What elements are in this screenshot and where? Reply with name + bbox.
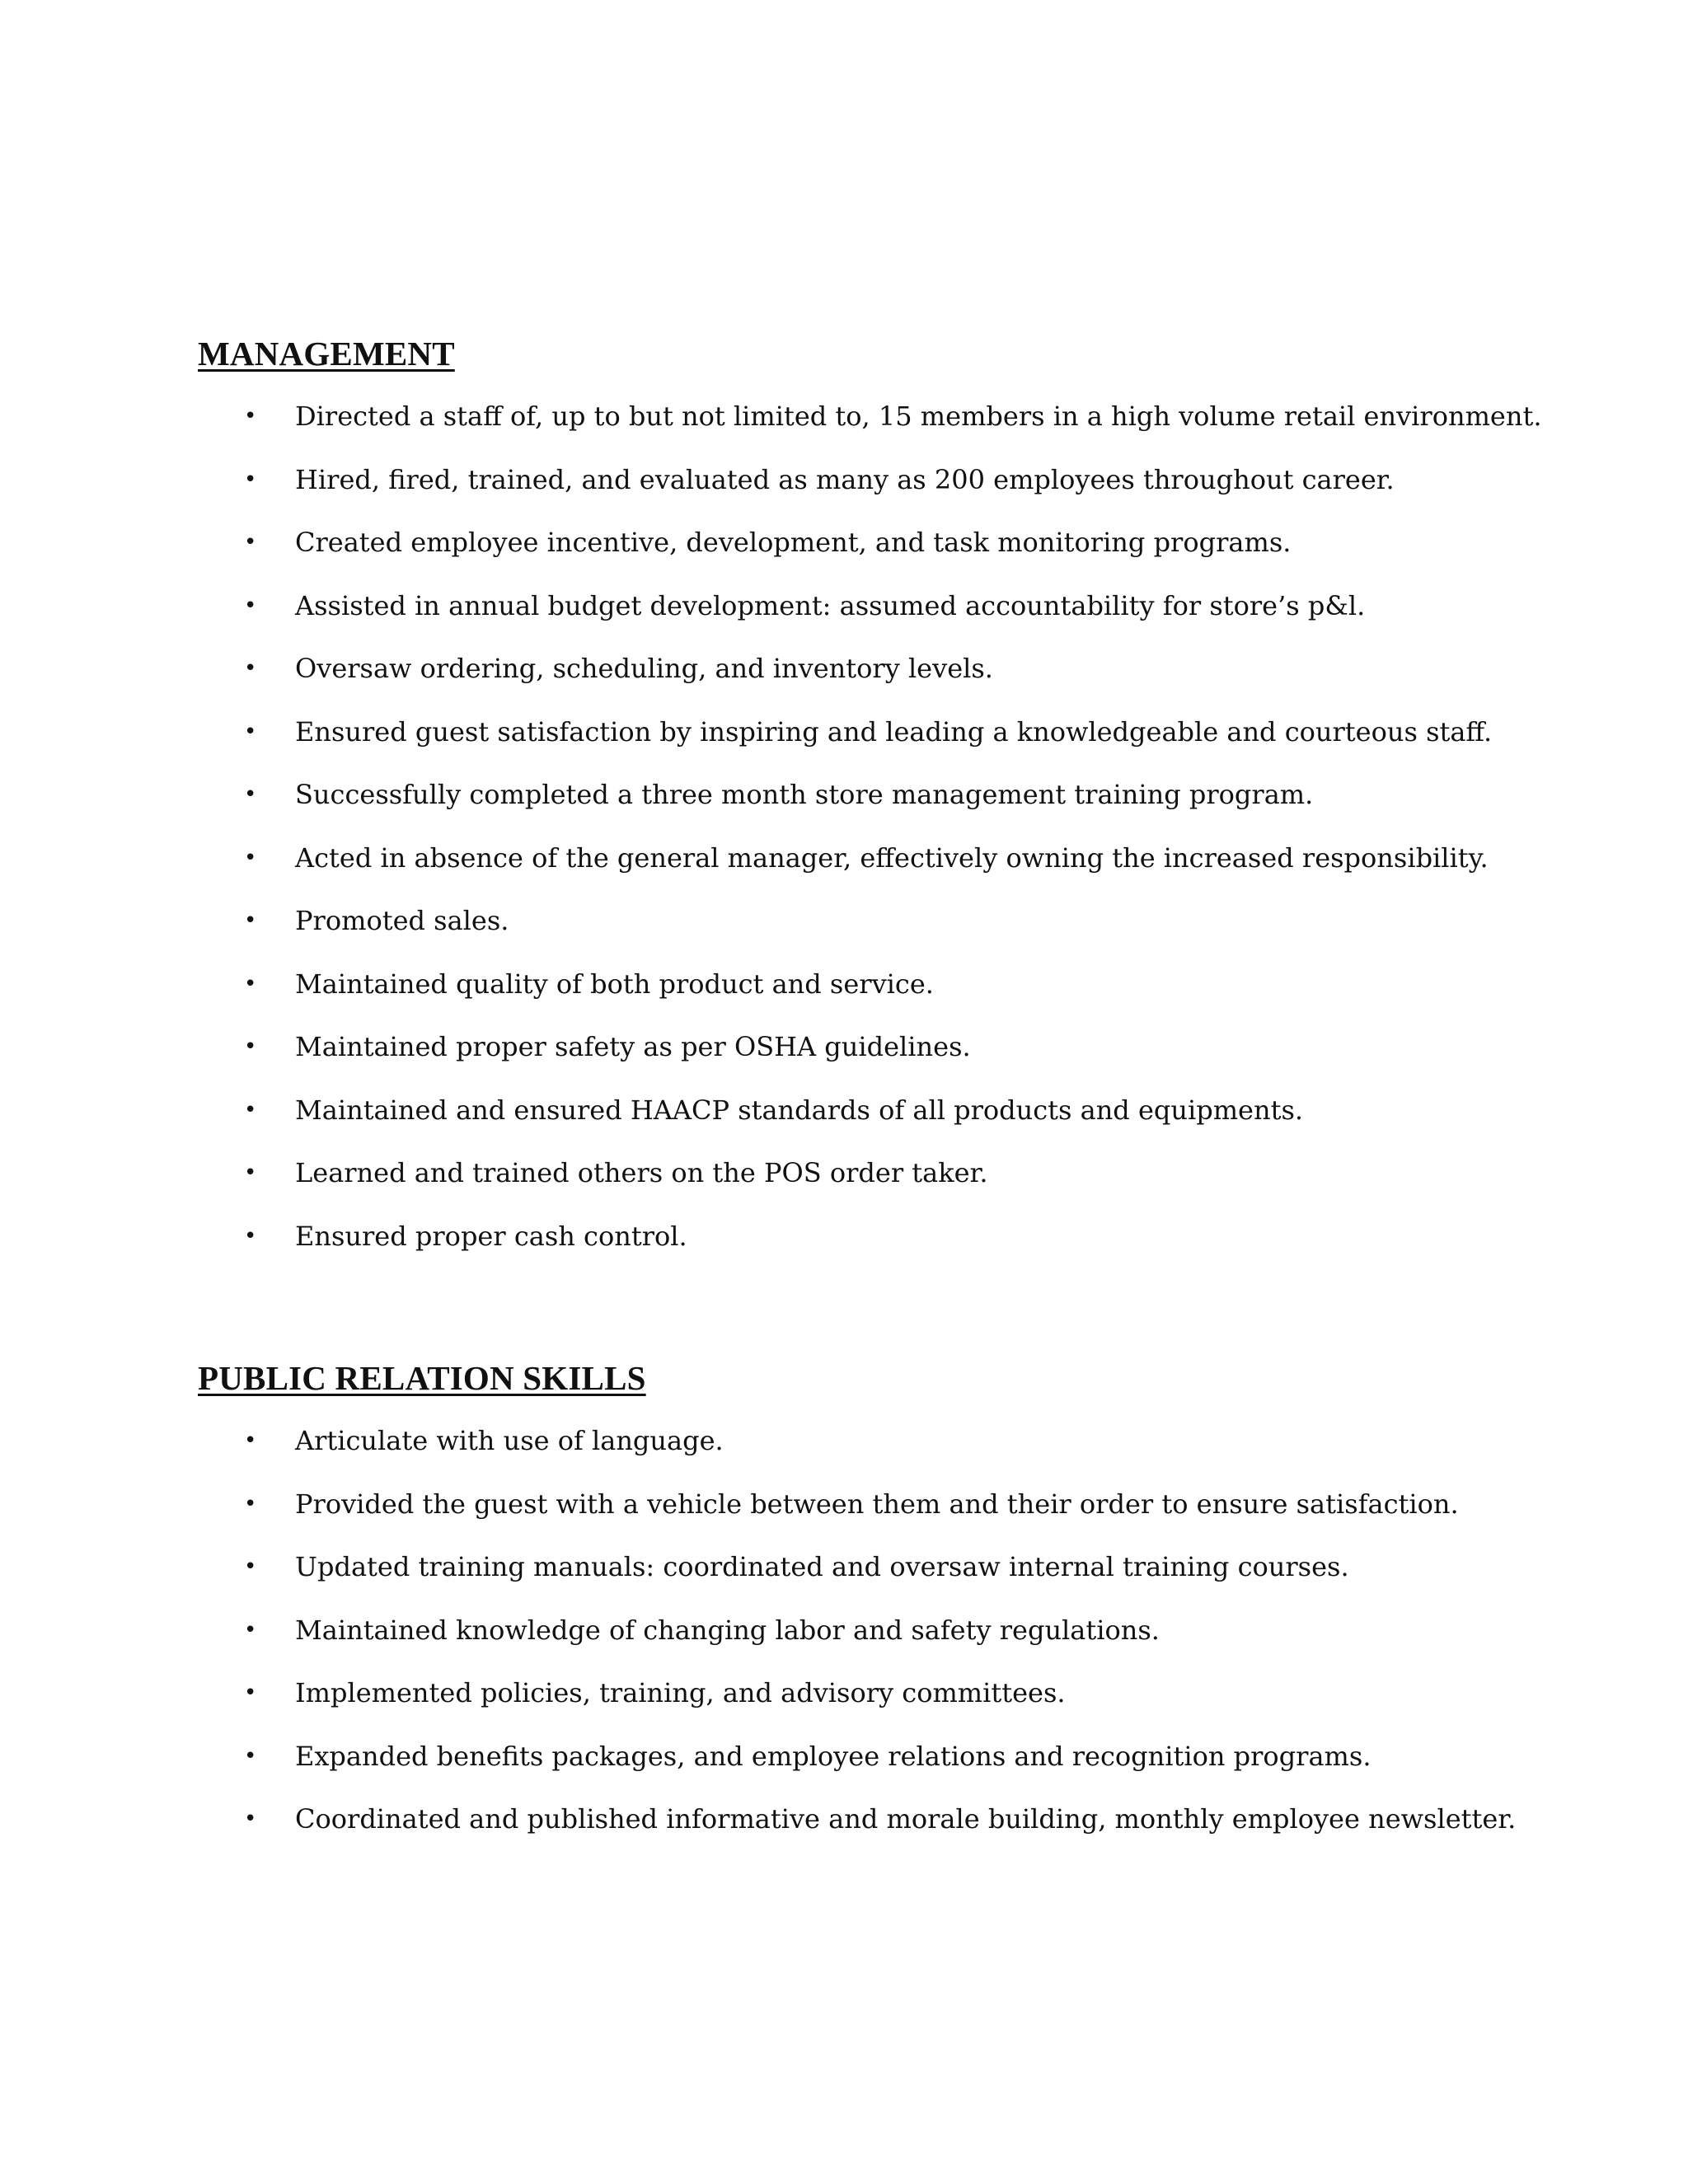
bullet-icon: • — [244, 782, 257, 807]
management-bullet-item — [198, 460, 1599, 523]
bullet-icon: • — [244, 719, 257, 744]
bullet-text: Updated training manuals: coordinated and oversaw internal training courses. — [295, 1551, 1349, 1582]
bullet-text: Hired, fired, trained, and evaluated as many as 200 employees throughout career. — [295, 463, 1395, 495]
bullet-icon: • — [244, 971, 257, 996]
bullet-text: Provided the guest with a vehicle between them and their order to ensure satisfaction. — [295, 1488, 1459, 1520]
management-bullet-item — [198, 1090, 1599, 1154]
bullet-icon: • — [244, 1034, 257, 1059]
management-section — [198, 332, 1599, 1279]
bullet-text: Acted in absence of the general manager, effectively owning the increased responsibility. — [295, 841, 1489, 874]
management-bullet-item — [198, 396, 1599, 460]
public-relation-bullet-item — [198, 1610, 1599, 1674]
bullet-icon: • — [244, 1680, 257, 1705]
public-relation-skills-heading: PUBLIC RELATION SKILLS — [198, 1359, 646, 1397]
bullet-text: Oversaw ordering, scheduling, and inventory levels. — [295, 653, 993, 684]
bullet-text: Maintained and ensured HAACP standards of all products and equipments. — [295, 1094, 1304, 1126]
bullet-icon: • — [244, 1491, 257, 1516]
public-relation-bullet-item — [198, 1484, 1599, 1548]
management-bullet-item — [198, 1027, 1599, 1090]
bullet-icon: • — [244, 1223, 257, 1249]
bullet-icon: • — [244, 466, 257, 492]
bullet-text: Articulate with use of language. — [295, 1425, 724, 1456]
bullet-text: Maintained quality of both product and service. — [295, 968, 934, 1000]
bullet-text: Successfully completed a three month store management training program. — [295, 779, 1314, 810]
bullet-text: Assisted in annual budget development: assumed accountability for store’s p&l. — [295, 589, 1366, 621]
bullet-text: Maintained knowledge of changing labor and safety regulations. — [295, 1614, 1160, 1646]
management-heading: MANAGEMENT — [198, 335, 455, 373]
bullet-icon: • — [244, 908, 257, 933]
bullet-text: Created employee incentive, development, and task monitoring programs. — [295, 527, 1292, 558]
bullet-icon: • — [244, 404, 257, 429]
bullet-text: Coordinated and published informative and morale building, monthly employee newsletter. — [295, 1803, 1517, 1835]
public-relation-bullet-item — [198, 1673, 1599, 1736]
public-relation-bullet-item — [198, 1799, 1599, 1863]
bullet-text: Ensured proper cash control. — [295, 1220, 687, 1252]
public-relation-bullet-item — [198, 1547, 1599, 1610]
public-relation-bullet-list — [198, 1421, 1599, 1863]
public-relation-bullet-item — [198, 1736, 1599, 1800]
bullet-icon: • — [244, 1743, 257, 1769]
bullet-icon: • — [244, 1097, 257, 1122]
bullet-text: Learned and trained others on the POS order taker. — [295, 1157, 988, 1188]
bullet-icon: • — [244, 1160, 257, 1185]
bullet-icon: • — [244, 530, 257, 555]
management-bullet-item — [198, 1153, 1599, 1216]
management-bullet-item — [198, 901, 1599, 964]
public-relation-bullet-item — [198, 1421, 1599, 1484]
bullet-icon: • — [244, 845, 257, 870]
management-bullet-item — [198, 586, 1599, 649]
management-bullet-item — [198, 838, 1599, 902]
management-bullet-item — [198, 775, 1599, 838]
bullet-icon: • — [244, 593, 257, 618]
bullet-text: Promoted sales. — [295, 905, 509, 936]
bullet-text: Implemented policies, training, and advisory committees. — [295, 1677, 1066, 1708]
management-bullet-item — [198, 523, 1599, 586]
management-bullet-item — [198, 1216, 1599, 1280]
bullet-icon: • — [244, 1617, 257, 1643]
bullet-text: Expanded benefits packages, and employee relations and recognition programs. — [295, 1740, 1372, 1772]
bullet-icon: • — [244, 1807, 257, 1831]
management-bullet-item — [198, 649, 1599, 712]
public-relation-skills-section — [198, 1357, 1599, 1863]
management-bullet-list — [198, 396, 1599, 1279]
management-bullet-item — [198, 964, 1599, 1028]
bullet-text: Directed a staff of, up to but not limited to, 15 members in a high volume retail environment. — [295, 401, 1542, 432]
bullet-text: Maintained proper safety as per OSHA guidelines. — [295, 1031, 971, 1062]
bullet-icon: • — [244, 1554, 257, 1579]
management-bullet-item — [198, 712, 1599, 776]
bullet-icon: • — [244, 1428, 257, 1453]
bullet-text: Ensured guest satisfaction by inspiring and leading a knowledgeable and courteous staff. — [295, 715, 1493, 748]
bullet-icon: • — [244, 656, 257, 681]
